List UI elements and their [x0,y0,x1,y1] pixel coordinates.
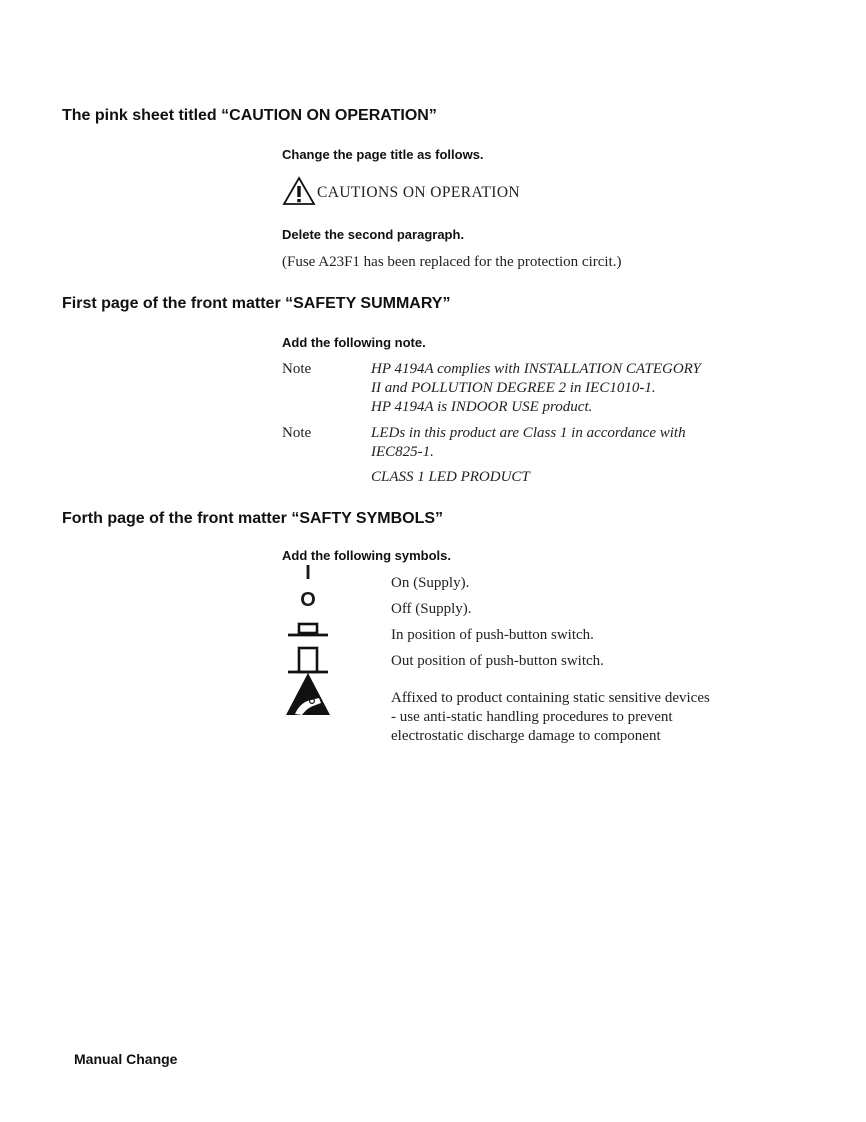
note-text-line: IEC825-1. [371,444,434,460]
note-text-line: HP 4194A is INDOOR USE product. [371,399,593,415]
instruction-delete-paragraph: Delete the second paragraph. [282,227,465,242]
warning-triangle-icon [282,176,316,206]
symbol-description-line: Affixed to product containing static sensitive devices [391,690,710,706]
note-label: Note [282,425,312,441]
power-off-icon: O [300,589,316,611]
power-on-icon: I [305,562,311,584]
footer-label: Manual Change [74,1051,178,1067]
symbol-description: On (Supply). [391,575,470,591]
symbol-description-line: - use anti-static handling procedures to prevent [391,709,673,725]
note-text-line: LEDs in this product are Class 1 in accordance with [371,425,686,441]
new-title-row [282,174,520,206]
symbol-description: Off (Supply). [391,601,472,617]
new-page-title: CAUTIONS ON OPERATION [317,184,521,201]
section-heading-caution: The pink sheet titled “CAUTION ON OPERATION” [62,107,437,124]
note-label: Note [282,361,312,377]
symbol-description: In position of push-button switch. [391,627,594,643]
push-button-in-icon [280,620,336,638]
instruction-add-note: Add the following note. [282,335,426,350]
instruction-change-title: Change the page title as follows. [282,147,484,162]
section-heading-safety-symbols: Forth page of the front matter “SAFTY SYMBOLS” [62,510,444,527]
section-heading-safety-summary: First page of the front matter “SAFETY SUMMARY” [62,295,451,312]
esd-warning-icon [280,670,336,718]
note-text-line: HP 4194A complies with INSTALLATION CATEGORY [371,361,701,377]
instruction-add-symbols: Add the following symbols. [282,548,451,563]
symbol-description: Out position of push-button switch. [391,653,604,669]
class1-led-label: CLASS 1 LED PRODUCT [371,469,530,485]
deleted-paragraph: (Fuse A23F1 has been replaced for the protection circit.) [282,254,622,270]
symbol-description-line: electrostatic discharge damage to component [391,728,661,744]
note-text-line: II and POLLUTION DEGREE 2 in IEC1010-1. [371,380,656,396]
